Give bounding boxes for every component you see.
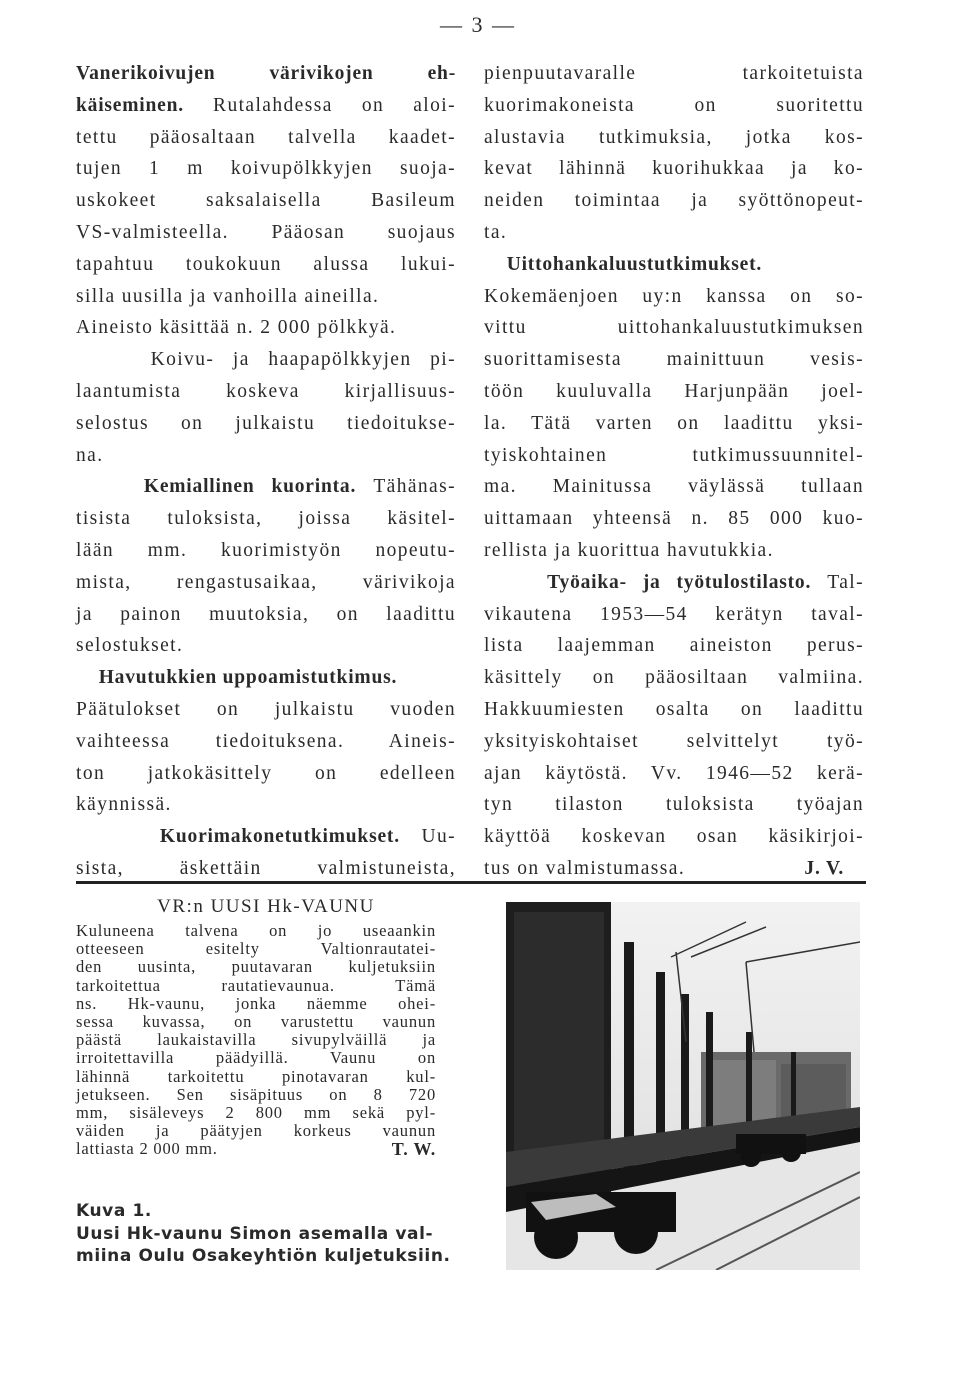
- text-line: [484, 821, 864, 853]
- text-line: [484, 662, 864, 694]
- body-text: silla uusilla ja vanhoilla aineilla.: [76, 285, 380, 307]
- vr-article-line: lähinnä tarkoitettu pinotavaran kul-: [76, 1066, 436, 1086]
- text-line: [484, 153, 864, 185]
- text-line: [76, 281, 456, 313]
- text-line: [76, 789, 456, 821]
- body-text: ja painon muutoksia, on laadittu: [76, 603, 456, 625]
- section-heading: Kemiallinen kuorinta.: [76, 476, 357, 498]
- body-text: Päätulokset on julkaistu vuoden: [76, 698, 456, 720]
- text-line: [76, 312, 456, 344]
- text-line: [76, 503, 456, 535]
- body-text: laantumista koskeva kirjallisuus-: [76, 380, 456, 402]
- text-line: [76, 90, 456, 122]
- body-text: tus on valmistumassa.: [484, 857, 686, 879]
- text-line: [484, 281, 864, 313]
- vr-article-line: mm, sisäleveys 2 800 mm sekä pyl-: [76, 1102, 436, 1122]
- text-line: [76, 249, 456, 281]
- body-text: käynnissä.: [76, 794, 172, 816]
- text-line: [76, 122, 456, 154]
- body-text: tujen 1 m koivupölkkyjen suoja-: [76, 158, 456, 180]
- vr-article-line: den uusinta, puutavaran kuljetuksiin: [76, 957, 436, 977]
- body-text: ton jatkokäsittely on edelleen: [76, 762, 456, 784]
- vr-article-last-text: lattiasta 2 000 mm.: [76, 1139, 218, 1159]
- body-text: tettu pääosaltaan talvella kaadet-: [76, 126, 456, 148]
- body-text: tapahtuu toukokuun alussa lukui-: [76, 253, 456, 275]
- body-text: Aineisto käsittää n. 2 000 pölkkyä.: [76, 317, 397, 339]
- caption-label: Kuva 1.: [76, 1201, 152, 1221]
- body-text: lään mm. kuorimistyön nopeutu-: [76, 539, 456, 561]
- author-signature: J. V.: [804, 857, 844, 879]
- text-line: [76, 376, 456, 408]
- text-line: [484, 630, 864, 662]
- body-text: mista, rengastusaikaa, värivikoja: [76, 571, 456, 593]
- body-text: rellista ja kuorittua havutukkia.: [484, 539, 774, 561]
- text-line: [484, 471, 864, 503]
- body-text: käyttöä koskevan osan käsikirjoi-: [484, 826, 864, 848]
- body-text: ma. Mainitussa väylässä tullaan: [484, 476, 864, 498]
- text-line: [484, 376, 864, 408]
- body-text: alustavia tutkimuksia, jotka kos-: [484, 126, 864, 148]
- text-line: [76, 726, 456, 758]
- text-line: [76, 853, 456, 885]
- text-line: [484, 122, 864, 154]
- body-text: tisista tuloksista, joissa käsitel-: [76, 508, 456, 530]
- body-text: käsittely on pääosiltaan valmiina.: [484, 667, 864, 689]
- body-text: la. Tätä varten on laadittu yksi-: [484, 412, 864, 434]
- body-text: selostukset.: [76, 635, 184, 657]
- vr-article-line: jetukseen. Sen sisäpituus on 8 720: [76, 1084, 436, 1104]
- text-line: [76, 662, 456, 694]
- text-line: [484, 503, 864, 535]
- text-line: [484, 344, 864, 376]
- page-number: — 3 —: [440, 12, 516, 37]
- text-line: [484, 58, 864, 90]
- body-text: vittu uittohankaluustutkimuksen: [484, 317, 864, 339]
- body-text: Tal-: [811, 571, 864, 593]
- body-text: selostus on julkaistu tiedoitukse-: [76, 412, 456, 434]
- body-text: neiden toimintaa ja syöttönopeut-: [484, 190, 864, 212]
- caption-line: miina Oulu Osakeyhtiön kuljetuksiin.: [76, 1246, 451, 1266]
- text-line: [76, 599, 456, 631]
- vr-article-last-line: [76, 1140, 436, 1158]
- text-line: [76, 567, 456, 599]
- wagon-photo: [506, 902, 860, 1270]
- photo-caption: [76, 1200, 468, 1268]
- vr-article-line: sessa kuvassa, on varustettu vaunun: [76, 1011, 436, 1031]
- text-line: [484, 758, 864, 790]
- body-text: töön kuuluvalla Harjunpään joel-: [484, 380, 864, 402]
- text-line: [484, 185, 864, 217]
- vr-article: [76, 892, 456, 1158]
- text-line: [484, 599, 864, 631]
- text-line: [76, 185, 456, 217]
- body-text: VS-valmisteella. Pääosan suojaus: [76, 221, 456, 243]
- body-text: vikautena 1953—54 kerätyn taval-: [484, 603, 864, 625]
- vr-article-line: otteeseen esitelty Valtionrautatei-: [76, 939, 436, 959]
- text-line: [76, 217, 456, 249]
- section-heading: Havutukkien uppoamistutkimus.: [76, 667, 398, 689]
- section-heading: Kuorimakonetutkimukset.: [76, 826, 400, 848]
- section-heading: Uittohankaluustutkimukset.: [484, 253, 763, 275]
- section-heading: Työaika- ja työtulostilasto.: [484, 571, 812, 593]
- vr-article-signature: T. W.: [391, 1139, 436, 1160]
- text-line: [484, 217, 864, 249]
- left-column: [76, 58, 456, 885]
- body-text: pienpuutavaralle tarkoitetuista: [484, 63, 864, 84]
- text-line: [76, 758, 456, 790]
- text-line: [76, 58, 456, 90]
- text-line: [484, 249, 864, 281]
- body-text: Tähänas-: [356, 476, 456, 498]
- body-text: lista laajemman aineiston perus-: [484, 635, 864, 657]
- section-divider: [76, 881, 866, 884]
- right-column: [484, 58, 864, 885]
- body-text: tyiskohtainen tutkimussuunnitel-: [484, 444, 864, 466]
- vr-article-title: VR:n UUSI Hk-VAUNU: [157, 896, 375, 917]
- vr-article-line: väiden ja päätyjen korkeus vaunun: [76, 1121, 436, 1141]
- text-line: [76, 535, 456, 567]
- text-line: [76, 821, 456, 853]
- text-line: [484, 90, 864, 122]
- text-line: [484, 312, 864, 344]
- body-text: suorittamisesta mainittuun vesis-: [484, 349, 864, 371]
- text-line: [484, 726, 864, 758]
- section-heading: Vanerikoivujen värivikojen eh-: [76, 63, 456, 84]
- body-text: Hakkuumiesten osalta on laadittu: [484, 698, 864, 720]
- vr-article-line: ns. Hk-vaunu, jonka näemme ohei-: [76, 993, 436, 1013]
- text-line: [76, 344, 456, 376]
- body-text: sista, äskettäin valmistuneista,: [76, 857, 456, 879]
- vr-article-line: Kuluneena talvena on jo useaankin: [76, 921, 436, 940]
- body-text: Koivu- ja haapapölkkyjen pi-: [76, 349, 456, 371]
- vr-article-line: päästä laukaistavilla sivupylväillä ja: [76, 1030, 436, 1050]
- vr-article-line: irroitettavilla päädyillä. Vaunu on: [76, 1048, 436, 1068]
- body-text: uittamaan yhteensä n. 85 000 kuo-: [484, 508, 864, 530]
- text-line: [484, 408, 864, 440]
- text-line: [76, 440, 456, 472]
- body-text: tyn tilaston tuloksista työajan: [484, 794, 864, 816]
- wagon-photo-image: [506, 902, 860, 1270]
- caption-line: Uusi Hk-vaunu Simon asemalla val-: [76, 1223, 434, 1244]
- body-text: uskokeet saksalaisella Basileum: [76, 190, 456, 212]
- vr-article-line: tarkoitettua rautatievaunua. Tämä: [76, 975, 436, 995]
- section-heading: käiseminen.: [76, 94, 184, 116]
- body-text: vaihteessa tiedoituksena. Aineis-: [76, 730, 456, 752]
- text-line: [484, 567, 864, 599]
- text-line: [484, 535, 864, 567]
- body-text: Kokemäenjoen uy:n kanssa on so-: [484, 285, 864, 307]
- body-text: ajan käytöstä. Vv. 1946—52 kerä-: [484, 762, 864, 784]
- body-text: kevat lähinnä kuorihukkaa ja ko-: [484, 158, 864, 180]
- text-line: [76, 630, 456, 662]
- body-text: ta.: [484, 221, 508, 243]
- body-text: yksityiskohtaiset selvittelyt työ-: [484, 730, 864, 752]
- text-line: [484, 789, 864, 821]
- vr-article-body: [76, 922, 456, 1140]
- text-line: [484, 694, 864, 726]
- text-line: [76, 408, 456, 440]
- text-line: [76, 153, 456, 185]
- body-text: kuorimakoneista on suoritettu: [484, 94, 864, 116]
- text-line: [76, 471, 456, 503]
- text-line: [76, 694, 456, 726]
- body-text: Uu-: [399, 826, 456, 848]
- text-line: [484, 440, 864, 472]
- body-text: Rutalahdessa on aloi-: [183, 94, 456, 116]
- text-line: [484, 853, 844, 885]
- body-text: na.: [76, 444, 104, 466]
